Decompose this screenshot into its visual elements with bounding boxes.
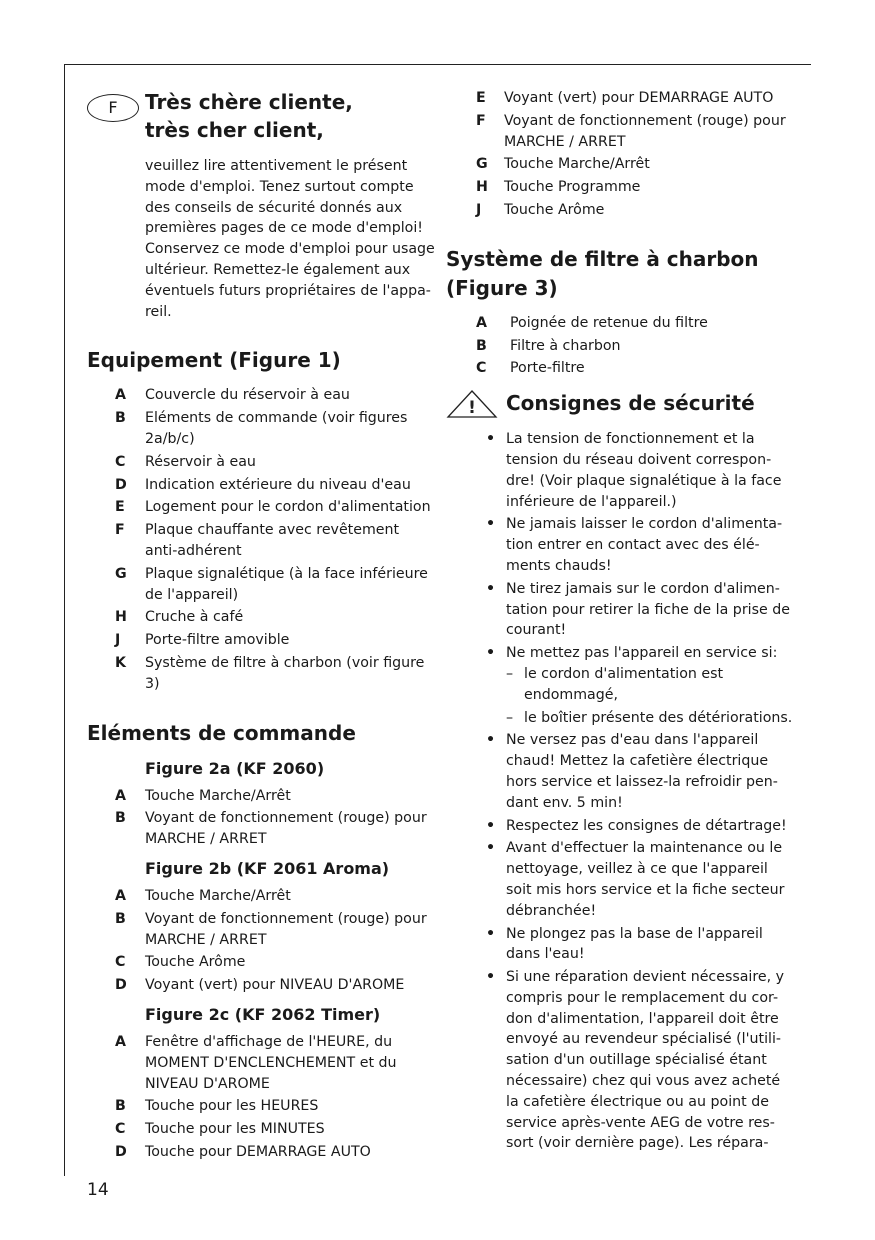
list-item	[446, 924, 796, 966]
item-label: Indication extérieure du niveau d'eau	[145, 476, 411, 493]
item-letter: D	[115, 1143, 127, 1160]
list-item	[87, 952, 435, 973]
item-letter: C	[115, 453, 126, 470]
list-item	[446, 514, 796, 576]
item-letter: F	[476, 112, 486, 129]
item-label: Voyant (vert) pour DEMARRAGE AUTO	[504, 90, 774, 106]
bullet-dot: •	[486, 516, 496, 533]
item-letter: A	[115, 1033, 126, 1050]
filtre-title-line2: (Figure 3)	[446, 275, 558, 300]
bullet-text: Ne tirez jamais sur le cordon d'alimen-tation pour retirer la fiche de la prise de courant!	[506, 580, 790, 639]
filtre-list	[446, 313, 796, 379]
item-label: Plaque signalétique (à la face inférieure de l'appareil)	[145, 565, 428, 603]
bullet-text: Ne jamais laisser le cordon d'alimenta-tion entrer en contact avec des élé-ments chauds!	[506, 516, 783, 574]
item-label: Filtre à charbon	[510, 337, 621, 354]
filtre-title-line1: Système de filtre à charbon	[446, 246, 759, 271]
fig2c-title: Figure 2c (KF 2062 Timer)	[145, 1004, 381, 1024]
bullet-text: La tension de fonctionnement et la tension du réseau doivent correspon-dre! (Voir plaque signalétique à la face inférieure de l'appareil.)	[506, 431, 782, 510]
list-item	[87, 630, 435, 651]
sub-text: le cordon d'alimentation est endommagé,	[524, 665, 724, 703]
item-letter: B	[115, 1098, 126, 1115]
bullet-dot: •	[486, 969, 496, 986]
bullet-dot: •	[486, 645, 496, 662]
securite-title: Consignes de sécurité	[506, 391, 755, 416]
sub-dash: –	[506, 709, 514, 726]
item-label: Touche Marche/Arrêt	[145, 787, 291, 804]
list-item	[87, 408, 435, 450]
item-label: Touche Marche/Arrêt	[145, 887, 291, 904]
bullet-text: Si une réparation devient nécessaire, y compris pour le remplacement du cor-don d'alimentation, l'appareil doit être envoyé au revendeur spécialisé (l'utili-sation d'un outillage spécialisé étant nécessaire) chez qui vous avez acheté la cafetière électrique ou au point de service après-vente AEG de votre res-sort (voir dernière page). Les répara-	[506, 969, 785, 1152]
item-letter: E	[115, 499, 125, 516]
list-item	[87, 886, 435, 907]
item-letter: C	[115, 954, 126, 971]
item-label: Cruche à café	[145, 609, 244, 626]
item-label: Fenêtre d'affichage de l'HEURE, du MOMENT D'ENCLENCHEMENT et du NIVEAU D'AROME	[145, 1033, 397, 1092]
list-item	[87, 808, 435, 850]
top-rule	[64, 64, 811, 65]
item-label: Touche pour les HEURES	[145, 1098, 319, 1115]
list-item	[87, 1032, 435, 1094]
list-item	[87, 452, 435, 473]
item-label: Réservoir à eau	[145, 453, 256, 470]
list-item	[446, 967, 796, 1154]
item-label: Porte-filtre	[510, 360, 585, 377]
item-label: Eléments de commande (voir figures 2a/b/c)	[145, 410, 408, 447]
commande-title: Eléments de commande	[87, 720, 356, 745]
item-label: Touche Marche/Arrêt	[504, 156, 650, 173]
item-letter: J	[476, 201, 482, 218]
list-item	[87, 497, 435, 518]
intro-title	[145, 88, 435, 144]
bullet-dot: •	[486, 840, 496, 857]
item-label: Poignée de retenue du filtre	[510, 314, 708, 331]
list-item	[446, 358, 796, 379]
bullet-text: Ne plongez pas la base de l'appareil dans l'eau!	[506, 925, 763, 963]
item-label: Plaque chauffante avec revêtement anti-adhérent	[145, 522, 400, 559]
item-letter: G	[115, 565, 127, 582]
fig2b-title: Figure 2b (KF 2061 Aroma)	[145, 858, 390, 878]
list-item	[446, 313, 796, 334]
securite-list	[446, 429, 796, 1154]
list-item	[446, 177, 796, 198]
item-letter: C	[476, 360, 487, 377]
bullet-dot: •	[486, 580, 496, 597]
bullet-text: Avant d'effectuer la maintenance ou le nettoyage, veillez à ce que l'appareil soit mis hors service et la fiche secteur débranchée!	[506, 840, 785, 919]
item-letter: H	[476, 179, 488, 196]
list-item	[446, 816, 796, 837]
left-column	[87, 88, 435, 1165]
item-label: Voyant de fonctionnement (rouge) pour MARCHE / ARRET	[504, 112, 786, 150]
item-label: Couvercle du réservoir à eau	[145, 387, 350, 404]
equipement-list	[87, 385, 435, 694]
list-item	[87, 475, 435, 496]
item-label: Voyant (vert) pour NIVEAU D'AROME	[145, 977, 405, 994]
sub-text: le boîtier présente des détériorations.	[524, 709, 793, 726]
bullet-dot: •	[486, 817, 496, 834]
item-label: Logement pour le cordon d'alimentation	[145, 499, 431, 516]
item-label: Touche pour les MINUTES	[145, 1121, 325, 1138]
page-number: 14	[87, 1180, 109, 1200]
list-item	[446, 730, 796, 813]
bullet-dot: •	[486, 431, 496, 448]
sub-item	[506, 664, 796, 706]
item-letter: A	[115, 787, 126, 804]
bullet-text: Ne versez pas d'eau dans l'appareil chaud! Mettez la cafetière électrique hors service et laissez-la refroidir pen-dant env. 5 min!	[506, 732, 778, 811]
item-label: Voyant de fonctionnement (rouge) pour MARCHE / ARRET	[145, 910, 427, 948]
list-item	[446, 154, 796, 175]
item-letter: K	[115, 654, 126, 671]
intro-title-line1: Très chère cliente,	[145, 90, 353, 114]
left-rule	[64, 64, 65, 1176]
intro-section	[87, 88, 435, 322]
list-item	[446, 336, 796, 357]
bullet-dot: •	[486, 925, 496, 942]
intro-text: veuillez lire attentivement le présent mode d'emploi. Tenez surtout compte des conseils de sécurité donnés aux premières pages de ce mode d'emploi! Conservez ce mode d'emploi pour usage ultérieur. Remettez-le également aux éventuels futurs propriétaires de l'appa-reil.	[145, 158, 435, 320]
item-label: Touche Arôme	[145, 954, 246, 971]
list-item	[87, 607, 435, 628]
item-label: Système de filtre à charbon (voir figure 3)	[145, 654, 425, 692]
bullet-dot: •	[486, 732, 496, 749]
securite-header	[446, 389, 796, 419]
bullet-text: Respectez les consignes de détartrage!	[506, 817, 787, 834]
language-badge: F	[87, 94, 139, 122]
list-item	[446, 111, 796, 153]
list-item	[87, 653, 435, 695]
list-item	[446, 429, 796, 512]
item-letter: B	[115, 910, 126, 927]
item-letter: H	[115, 609, 127, 626]
list-item	[446, 200, 796, 221]
item-label: Touche Arôme	[504, 201, 605, 218]
list-item	[446, 579, 796, 641]
item-letter: A	[476, 314, 487, 331]
list-item	[87, 786, 435, 807]
list-item	[87, 975, 435, 996]
item-label: Voyant de fonctionnement (rouge) pour MARCHE / ARRET	[145, 810, 427, 848]
item-letter: B	[115, 410, 126, 427]
item-letter: E	[476, 90, 486, 106]
warning-triangle-icon	[446, 389, 498, 423]
intro-title-line2: très cher client,	[145, 118, 324, 142]
right-column	[446, 88, 796, 1156]
item-letter: B	[115, 810, 126, 827]
list-item	[87, 385, 435, 406]
list-item	[446, 88, 796, 109]
equipement-title: Equipement (Figure 1)	[87, 348, 341, 373]
list-item	[87, 909, 435, 951]
item-letter: A	[115, 887, 126, 904]
fig2b-list	[87, 886, 435, 996]
sub-item	[506, 708, 796, 729]
item-letter: D	[115, 977, 127, 994]
item-letter: A	[115, 387, 126, 404]
item-letter: G	[476, 156, 488, 173]
svg-text:!: !	[468, 398, 476, 419]
item-letter: B	[476, 337, 487, 354]
fig2a-list	[87, 786, 435, 850]
fig2c-continued-list	[446, 88, 796, 221]
filtre-title	[446, 245, 796, 303]
list-item	[446, 838, 796, 921]
item-letter: F	[115, 522, 125, 539]
list-item	[87, 564, 435, 606]
fig2a-title: Figure 2a (KF 2060)	[145, 758, 325, 778]
list-item	[87, 520, 435, 562]
fig2c-list	[87, 1032, 435, 1163]
list-item	[87, 1096, 435, 1117]
bullet-text: Ne mettez pas l'appareil en service si:	[506, 645, 778, 662]
item-label: Touche pour DEMARRAGE AUTO	[145, 1143, 371, 1160]
list-item	[87, 1119, 435, 1140]
list-item	[87, 1142, 435, 1163]
list-item	[446, 643, 796, 728]
item-letter: C	[115, 1121, 126, 1138]
item-letter: D	[115, 476, 127, 493]
item-label: Porte-filtre amovible	[145, 632, 290, 649]
item-label: Touche Programme	[504, 179, 641, 196]
item-letter: J	[115, 632, 121, 649]
sub-dash: –	[506, 665, 514, 682]
